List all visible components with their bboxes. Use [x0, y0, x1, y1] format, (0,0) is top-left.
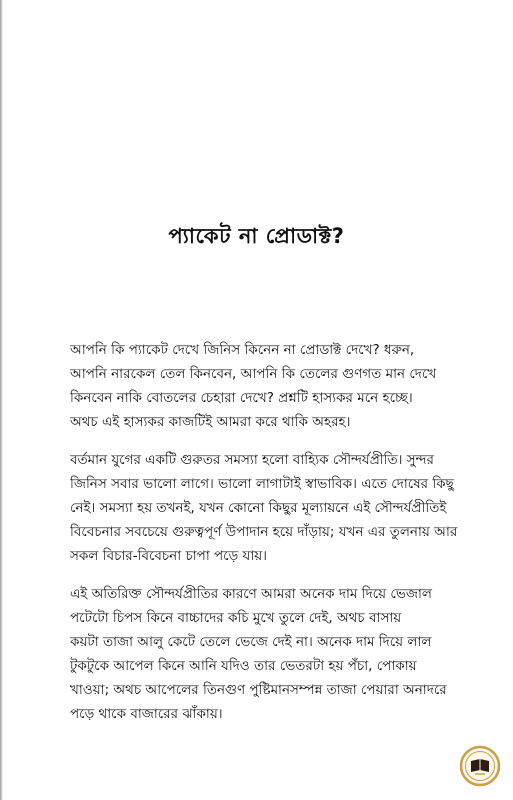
text-line: টুকটুকে আপেল কিনে আনি যদিও তার ভেতরটা হয় পঁচা, পোকায় — [70, 658, 417, 674]
chapter-title: প্যাকেট না প্রোডাক্ট? — [168, 224, 345, 248]
book-emblem-icon — [459, 745, 501, 787]
text-line: অথচ এই হাস্যকর কাজটিই আমরা করে থাকি অহরহ। — [70, 414, 351, 430]
paragraph-3 — [70, 582, 488, 726]
text-line: খাওয়া; অথচ আপেলের তিনগুণ পুষ্টিমানসম্পন্ন তাজা পেয়ারা অনাদরে — [70, 682, 447, 698]
text-line: সকল বিচার-বিবেচনা চাপা পড়ে যায়। — [70, 548, 268, 564]
text-line: কিনবেন নাকি বোতলের চেহারা দেখে? প্রশ্নটি হাস্যকর মনে হচ্ছে। — [70, 390, 413, 406]
chapter-body — [70, 338, 488, 740]
paragraph-1 — [70, 338, 488, 434]
text-line: বর্তমান যুগের একটি গুরুতর সমস্যা হলো বাহ্যিক সৌন্দর্যপ্রীতি। সুন্দর — [70, 452, 434, 468]
text-line: পড়ে থাকে বাজারের ঝাঁকায়। — [70, 706, 223, 722]
text-line: এই অতিরিক্ত সৌন্দর্যপ্রীতির কারণে আমরা অনেক দাম দিয়ে ভেজাল — [70, 586, 432, 602]
text-line: জিনিস সবার ভালো লাগে। ভালো লাগাটাই স্বাভাবিক। এতে দোষের কিছু — [70, 476, 454, 492]
text-line: নেই। সমস্যা হয় তখনই, যখন কোনো কিছুর মূল্যায়নে এই সৌন্দর্যপ্রীতিই — [70, 500, 447, 516]
text-line: বিবেচনার সবচেয়ে গুরুত্বপূর্ণ উপাদান হয়ে দাঁড়ায়; যখন এর তুলনায় আর — [70, 524, 458, 540]
text-line: আপনি নারকেল তেল কিনবেন, আপনি কি তেলের গুণগত মান দেখে — [70, 366, 437, 382]
paragraph-2 — [70, 448, 488, 568]
page-edge-shadow — [0, 0, 3, 800]
text-line: কয়টা তাজা আলু কেটে তেলে ভেজে দেই না। অনেক দাম দিয়ে লাল — [70, 634, 432, 650]
text-line: আপনি কি প্যাকেট দেখে জিনিস কিনেন না প্রোডাক্ট দেখে? ধরুন, — [70, 342, 415, 358]
text-line: পটেটো চিপস কিনে বাচ্চাদের কচি মুখে তুলে দেই, অথচ বাসায় — [70, 610, 402, 626]
